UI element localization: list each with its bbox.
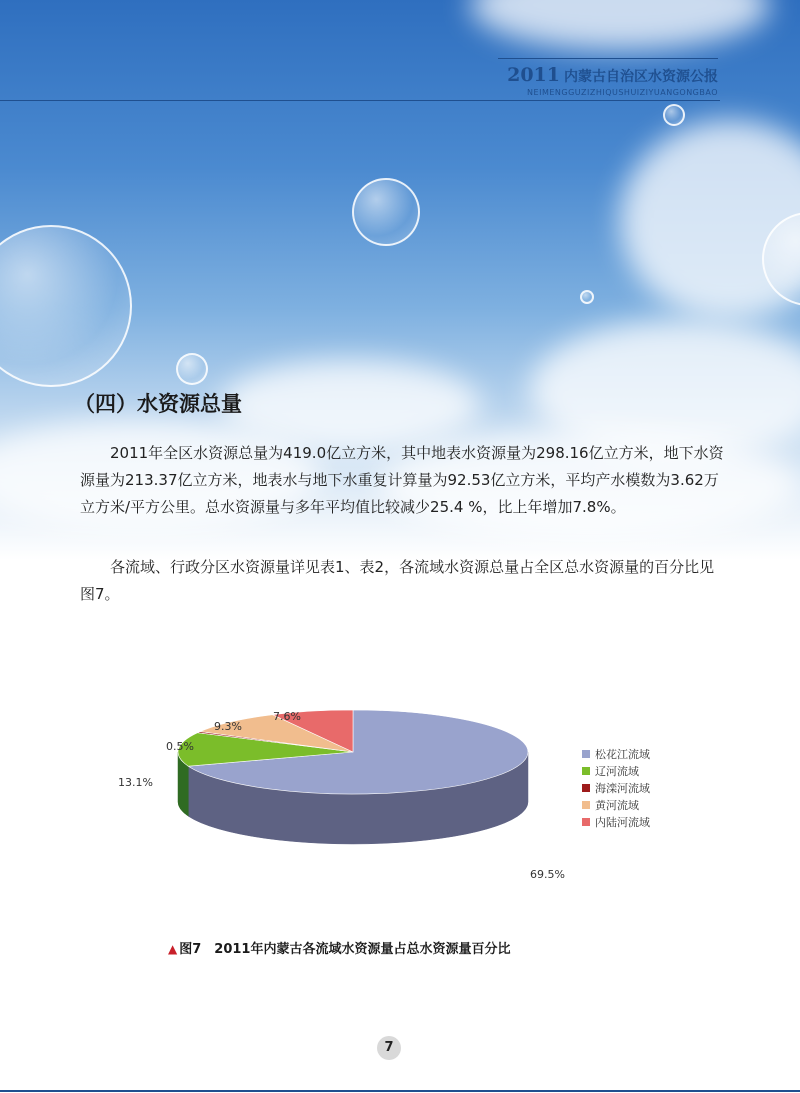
header-rule	[0, 100, 720, 101]
pie-label-0: 69.5%	[530, 868, 565, 881]
report-year: 2011	[507, 64, 560, 86]
legend-label-0: 松花江流域	[595, 748, 650, 761]
bubble	[0, 225, 132, 387]
bubble	[352, 178, 420, 246]
report-subtitle: NEIMENGGUZIZHIQUSHUIZIYUANGONGBAO	[527, 88, 718, 97]
report-name: 内蒙古自治区水资源公报	[564, 69, 718, 85]
legend-label-1: 辽河流域	[595, 765, 639, 778]
legend-swatch-4	[582, 818, 590, 826]
legend-label-2: 海滦河流域	[595, 782, 650, 795]
bottom-rule	[0, 1090, 800, 1092]
bubble	[176, 353, 208, 385]
legend-label-3: 黄河流域	[595, 799, 639, 812]
section-heading: （四）水资源总量	[74, 392, 242, 416]
header-top-rule	[498, 58, 718, 59]
pie-label-1: 13.1%	[118, 776, 153, 789]
legend-swatch-1	[582, 767, 590, 775]
legend-swatch-2	[582, 784, 590, 792]
caption-marker-icon: ▲	[168, 942, 178, 956]
page-number: 7	[377, 1036, 401, 1060]
bubble	[580, 290, 594, 304]
legend-swatch-3	[582, 801, 590, 809]
legend-swatch-0	[582, 750, 590, 758]
pie-label-2: 0.5%	[166, 740, 194, 753]
paragraph-1: 2011年全区水资源总量为419.0亿立方米，其中地表水资源量为298.16亿立方米，地下水资源量为213.37亿立方米，地表水与地下水重复计算量为92.53亿立方米，平均产水模数为3.62万立方米/平方公里。总水资源量与多年平均值比较减少25.4 %，比上年增加7.8%。	[80, 444, 724, 516]
pie-label-4: 7.6%	[273, 710, 301, 723]
figure-caption	[168, 938, 510, 957]
pie-chart	[90, 690, 710, 910]
caption-text: 图7 2011年内蒙古各流域水资源量占总水资源量百分比	[179, 942, 511, 957]
paragraph-2: 各流域、行政分区水资源量详见表1、表2，各流域水资源总量占全区总水资源量的百分比见图7。	[80, 558, 715, 603]
report-title	[507, 64, 718, 86]
legend-label-4: 内陆河流域	[595, 816, 650, 829]
cloud	[470, 0, 770, 50]
pie-label-3: 9.3%	[214, 720, 242, 733]
bubble	[663, 104, 685, 126]
